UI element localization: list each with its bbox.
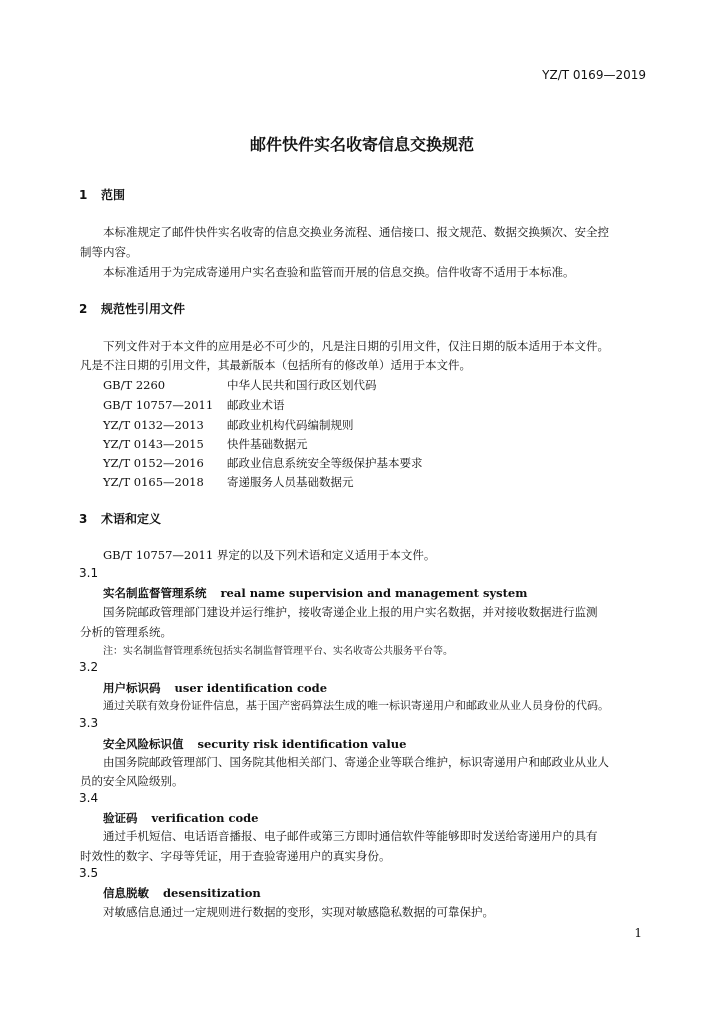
term-name-en: desensitization (163, 886, 261, 900)
term-name-zh: 用户标识码 (103, 681, 161, 695)
section-2-heading (79, 300, 185, 317)
term-name-en: security risk identification value (197, 737, 407, 751)
term-definition-line-1: 对敏感信息通过一定规则进行数据的变形，实现对敏感隐私数据的可靠保护。 (103, 905, 494, 919)
term-heading (103, 585, 527, 601)
reference-item (103, 434, 308, 454)
reference-item (103, 453, 423, 473)
term-definition-line-2: 时效性的数字、字母等凭证，用于查验寄递用户的真实身份。 (80, 849, 391, 863)
section-3-heading (79, 510, 161, 527)
term-definition-line-1: 国务院邮政管理部门建设并运行维护，接收寄递企业上报的用户实名数据，并对接收数据进行监测 (103, 605, 598, 619)
standard-number: YZ/T 0169—2019 (542, 68, 646, 82)
term-definition-line-2: 员的安全风险级别。 (80, 774, 184, 788)
section-2-paragraph-line-2: 凡是不注日期的引用文件，其最新版本（包括所有的修改单）适用于本文件。 (80, 358, 471, 372)
reference-code: YZ/T 0132—2013 (103, 418, 204, 432)
reference-item (103, 472, 354, 492)
term-number: 3.3 (79, 716, 99, 730)
section-title: 范围 (101, 188, 126, 202)
term-number: 3.1 (79, 566, 99, 580)
section-1-paragraph-1-line-1: 本标准规定了邮件快件实名收寄的信息交换业务流程、通信接口、报文规范、数据交换频次、安全控 (103, 225, 609, 239)
reference-name: 中华人民共和国行政区划代码 (227, 378, 377, 392)
term-definition-line-1: 通过手机短信、电话语音播报、电子邮件或第三方即时通信软件等能够即时发送给寄递用户的具有 (103, 829, 598, 843)
term-number: 3.4 (79, 791, 99, 805)
term-name-zh: 实名制监督管理系统 (103, 586, 207, 600)
term-name-en: verification code (151, 811, 259, 825)
page-title: 邮件快件实名收寄信息交换规范 (249, 135, 474, 154)
reference-name: 寄递服务人员基础数据元 (227, 475, 354, 489)
term-heading (103, 736, 406, 752)
term-number: 3.2 (79, 660, 99, 674)
section-3-intro: GB/T 10757—2011 界定的以及下列术语和定义适用于本文件。 (103, 548, 436, 562)
term-note: 注：实名制监督管理系统包括实名制监督管理平台、实名收寄公共服务平台等。 (103, 646, 453, 657)
term-heading (103, 680, 327, 696)
reference-item (103, 375, 377, 395)
term-name-zh: 安全风险标识值 (103, 737, 184, 751)
reference-code: YZ/T 0152—2016 (103, 456, 204, 470)
reference-item (103, 415, 354, 435)
reference-name: 快件基础数据元 (227, 437, 308, 451)
reference-name: 邮政业机构代码编制规则 (227, 418, 354, 432)
reference-name: 邮政业信息系统安全等级保护基本要求 (227, 456, 423, 470)
term-definition-line-1: 通过关联有效身份证件信息，基于国产密码算法生成的唯一标识寄递用户和邮政业从业人员身份的代码。 (103, 699, 609, 712)
reference-code: YZ/T 0165—2018 (103, 475, 204, 489)
term-name-en: real name supervision and management system (220, 586, 528, 600)
section-number: 2 (79, 302, 88, 316)
term-number: 3.5 (79, 866, 99, 880)
reference-code: GB/T 2260 (103, 378, 166, 392)
section-1-paragraph-2: 本标准适用于为完成寄递用户实名查验和监管而开展的信息交换。信件收寄不适用于本标准。 (103, 265, 575, 279)
section-2-paragraph-line-1: 下列文件对于本文件的应用是必不可少的，凡是注日期的引用文件，仅注日期的版本适用于本文件。 (103, 339, 609, 353)
term-definition-line-1: 由国务院邮政管理部门、国务院其他相关部门、寄递企业等联合维护，标识寄递用户和邮政业从业人 (103, 755, 609, 769)
section-number: 3 (79, 512, 88, 526)
section-title: 规范性引用文件 (101, 302, 186, 316)
term-name-en: user identification code (174, 681, 328, 695)
reference-code: YZ/T 0143—2015 (103, 437, 204, 451)
term-heading (103, 810, 259, 826)
term-heading (103, 885, 261, 901)
section-1-heading (79, 186, 125, 203)
reference-code: GB/T 10757—2011 (103, 398, 214, 412)
section-number: 1 (79, 188, 88, 202)
section-title: 术语和定义 (101, 512, 162, 526)
term-definition-line-2: 分析的管理系统。 (80, 625, 172, 639)
term-name-zh: 信息脱敏 (103, 886, 149, 900)
term-name-zh: 验证码 (103, 811, 138, 825)
reference-item (103, 395, 285, 415)
page-number: 1 (634, 926, 642, 940)
reference-name: 邮政业术语 (227, 398, 285, 412)
section-1-paragraph-1-line-2: 制等内容。 (80, 245, 138, 259)
